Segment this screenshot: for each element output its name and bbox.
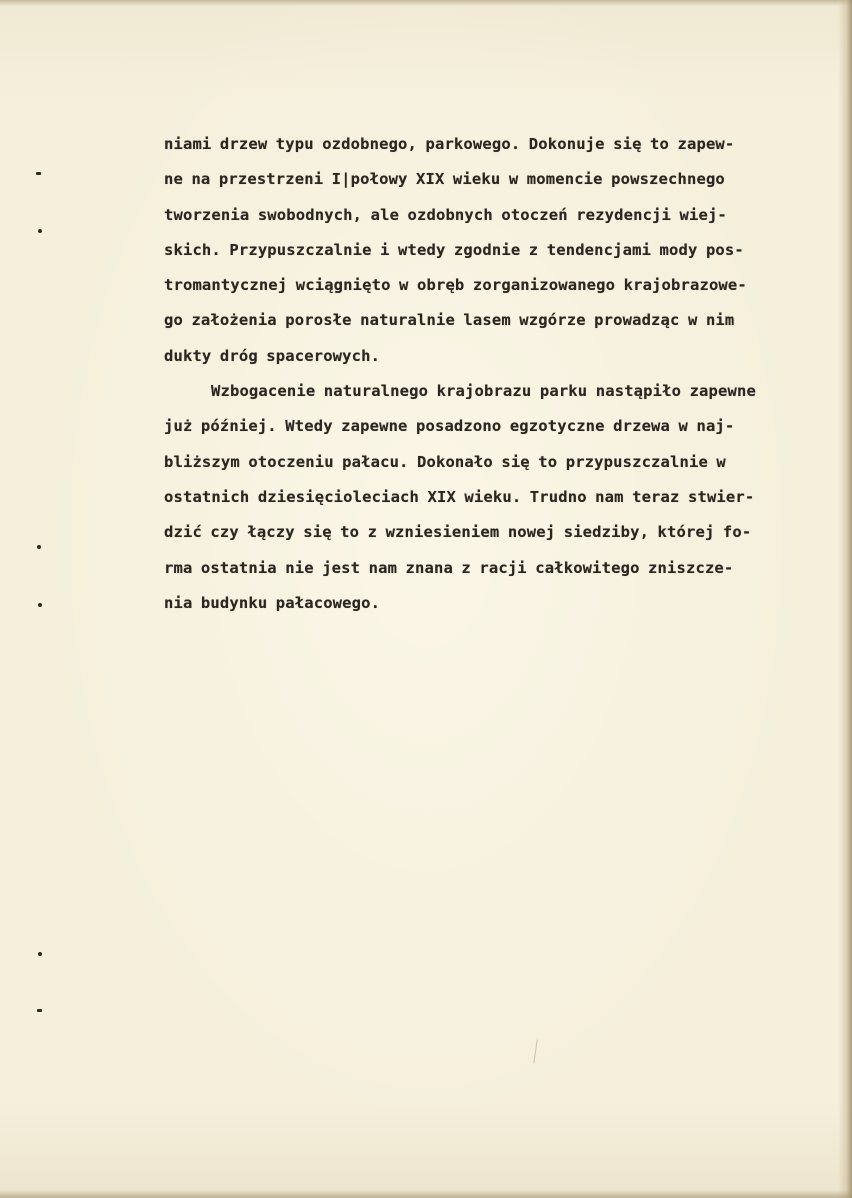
page-bottom-shadow bbox=[0, 1190, 852, 1198]
text-line: niami drzew typu ozdobnego, parkowego. Dokonuje się to zapew- bbox=[164, 135, 735, 153]
text-line: dzić czy łączy się to z wzniesieniem nowej siedziby, której fo- bbox=[164, 523, 752, 542]
margin-mark bbox=[38, 229, 42, 233]
text-line: rma ostatnia nie jest nam znana z racji całkowitego zniszcze- bbox=[164, 558, 734, 577]
text-line: ne na przestrzeni I|połowy XIX wieku w momencie powszechnego bbox=[164, 170, 725, 189]
margin-mark bbox=[38, 603, 42, 607]
paragraph-2 bbox=[164, 374, 814, 621]
text-line: już później. Wtedy zapewne posadzono egzotyczne drzewa w naj- bbox=[164, 417, 735, 436]
page-top-shadow bbox=[0, 0, 852, 6]
margin-mark bbox=[37, 545, 41, 549]
margin-mark bbox=[37, 1009, 42, 1012]
typewritten-text bbox=[164, 127, 814, 621]
text-line: Wzbogacenie naturalnego krajobrazu parku nastąpiło zapewne bbox=[211, 382, 756, 401]
margin-mark bbox=[38, 952, 42, 956]
text-line: ostatnich dziesięcioleciach XIX wieku. Trudno nam teraz stwier- bbox=[164, 487, 755, 506]
text-line: bliższym otoczeniu pałacu. Dokonało się to przypuszczalnie w bbox=[164, 452, 726, 471]
text-line: skich. Przypuszczalnie i wtedy zgodnie z tendencjami mody pos- bbox=[164, 240, 744, 259]
text-line: go założenia porosłe naturalnie lasem wzgórze prowadząc w nim bbox=[164, 311, 735, 330]
paper-scratch bbox=[533, 1040, 543, 1065]
text-line: dukty dróg spacerowych. bbox=[164, 346, 381, 365]
text-line: nia budynku pałacowego. bbox=[164, 593, 381, 612]
page-right-edge bbox=[838, 0, 852, 1198]
text-line: tromantycznej wciągnięto w obręb zorganizowanego krajobrazowe- bbox=[164, 276, 747, 295]
margin-mark bbox=[36, 172, 41, 175]
text-line: tworzenia swobodnych, ale ozdobnych otoczeń rezydencji wiej- bbox=[164, 205, 727, 224]
paragraph-1 bbox=[164, 127, 814, 374]
